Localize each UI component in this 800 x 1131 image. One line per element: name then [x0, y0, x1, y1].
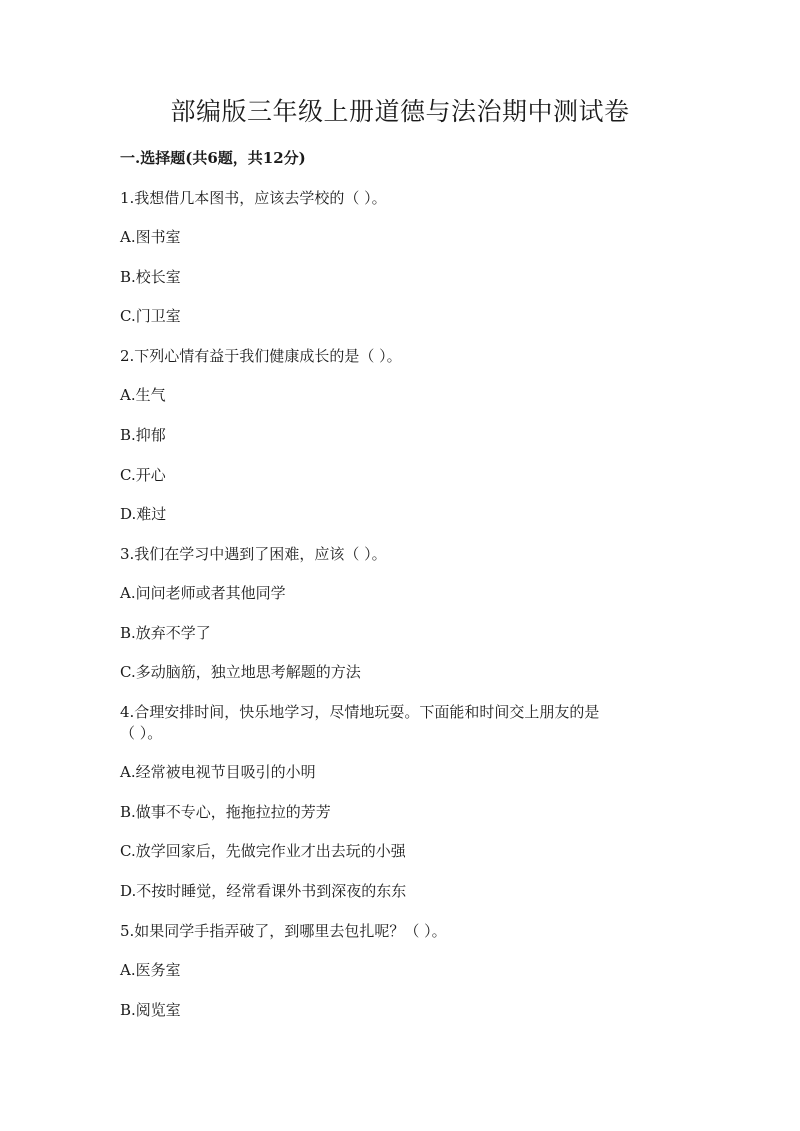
- question-3-option-b: B.放弃不学了: [120, 624, 211, 642]
- question-1-option-b: B.校长室: [120, 268, 181, 286]
- question-1-stem: 1.我想借几本图书，应该去学校的（ ）。: [120, 189, 387, 207]
- question-3-stem: 3.我们在学习中遇到了困难，应该（ ）。: [120, 545, 387, 563]
- question-4-option-c: C.放学回家后，先做完作业才出去玩的小强: [120, 842, 406, 860]
- question-1-option-a: A.图书室: [120, 228, 181, 246]
- question-5-stem: 5.如果同学手指弄破了，到哪里去包扎呢？（ ）。: [120, 922, 447, 940]
- question-2-stem: 2.下列心情有益于我们健康成长的是（ ）。: [120, 347, 402, 365]
- question-2-option-d: D.难过: [120, 505, 167, 523]
- question-2-option-b: B.抑郁: [120, 426, 166, 444]
- question-2-option-a: A.生气: [120, 386, 166, 404]
- question-5-option-a: A.医务室: [120, 961, 181, 979]
- question-1-option-c: C.门卫室: [120, 307, 181, 325]
- question-2-option-c: C.开心: [120, 466, 166, 484]
- question-3-option-a: A.问问老师或者其他同学: [120, 584, 286, 602]
- question-4-option-d: D.不按时睡觉，经常看课外书到深夜的东东: [120, 882, 407, 900]
- question-3-option-c: C.多动脑筋，独立地思考解题的方法: [120, 663, 361, 681]
- question-5-option-b: B.阅览室: [120, 1001, 181, 1019]
- question-4-option-a: A.经常被电视节目吸引的小明: [120, 763, 316, 781]
- question-4-stem-continued: （ ）。: [120, 724, 163, 742]
- question-4-option-b: B.做事不专心，拖拖拉拉的芳芳: [120, 803, 331, 821]
- question-4-stem: 4.合理安排时间，快乐地学习，尽情地玩耍。下面能和时间交上朋友的是: [120, 703, 600, 721]
- page-title: 部编版三年级上册道德与法治期中测试卷: [170, 97, 630, 126]
- section-heading: 一.选择题(共6题，共12分): [120, 149, 306, 167]
